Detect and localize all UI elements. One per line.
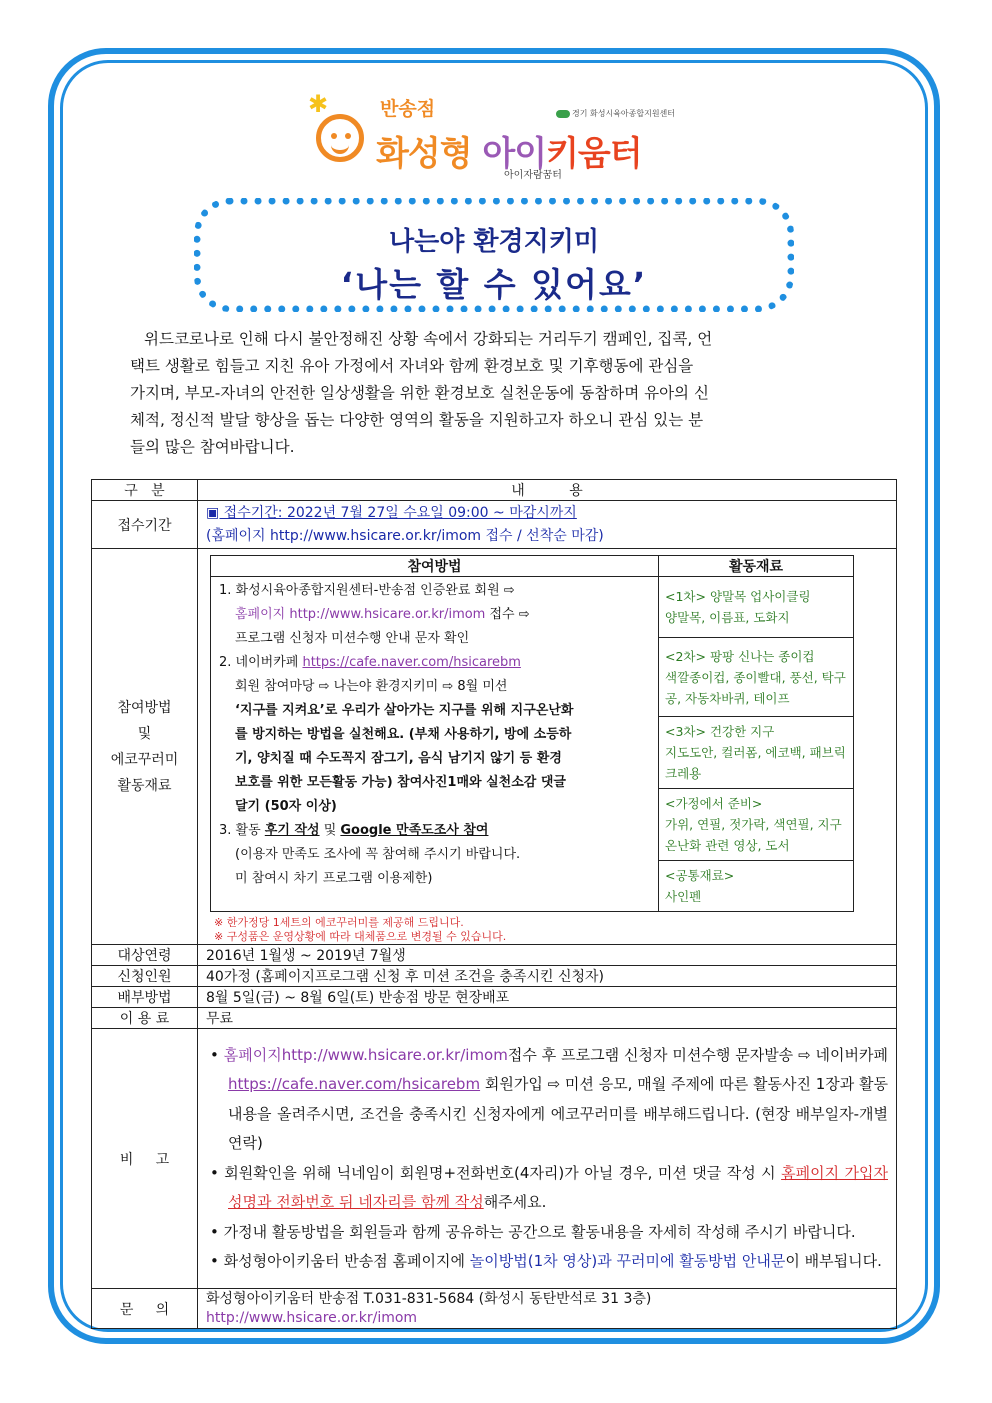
star-icon: ✱ [308,90,329,118]
logo-branch-name: 반송점 [380,98,436,120]
intro-paragraph: 위드코로나로 인해 다시 불안정해진 상황 속에서 강화되는 거리두기 캠페인, 집콕, 언 택트 생활로 힘들고 지친 유아 가정에서 자녀와 함께 환경보호 및 기후행동에 관심을 가지며, 부모-자녀의 안전한 일상생활을 위한 환경보호 실천운동에 동참하며 유아의 신 체적, 정신적 발달 향상을 돕는 다양한 영역의 활동을 지원하고자 하오니 관심 있는 분 들의 많은 참여바랍니다. [130,330,713,456]
note-2: ※ 구성품은 운영상황에 따라 대체품으로 변경될 수 있습니다. [214,930,507,943]
reception-value: ▣ 접수기간: 2022년 7월 27일 수요일 09:00 ~ 마감시까지 (홈페이지 http://www.hsicare.or.kr/imom 접수 / 선착순 마감) [198,501,897,549]
inner-header-material: 활동재료 [659,556,854,577]
row-people: 신청인원 40가정 (홈페이지프로그램 신청 후 미션 조건을 충족시킨 신청자) [92,966,897,987]
material-2: <2차> 팡팡 신나는 종이컵 색깔종이컵, 종이빨대, 풍선, 탁구공, 자동차바퀴, 테이프 [659,638,854,717]
contact-link[interactable]: http://www.hsicare.or.kr/imom [206,1309,418,1326]
row-age: 대상연령 2016년 1월생 ~ 2019년 7월생 [92,945,897,966]
title-box [194,198,794,312]
logo-brand-name: 화성형 아이키움터 [376,134,642,174]
logo-organization: 경기 화성시육아종합지원센터 [556,108,675,119]
remark-4: • 화성형아이키움터 반송점 홈페이지에 놀이방법(1차 영상)과 꾸러미에 활동방법 안내문이 배부됩니다. [210,1252,882,1270]
logo-tagline: 아이자람꿈터 [504,170,562,181]
smiley-face-icon [316,114,364,162]
contact-info: 화성형아이키움터 반송점 T.031-831-5684 (화성시 동탄반석로 31 3층) [206,1290,652,1307]
row-method [92,549,897,945]
remark-2: • 회원확인을 위해 닉네임이 회원명+전화번호(4자리)가 아닐 경우, 미션 댓글 작성 시 홈페이지 가입자 성명과 전화번호 뒤 네자리를 함께 작성해주세요. [210,1163,888,1211]
info-table [91,479,897,1329]
title-line-2: ‘나는 할 수 있어요’ [340,265,648,304]
row-remarks: 비 고 • 홈페이지http://www.hsicare.or.kr/imom접수 후 프로그램 신청자 미션수행 문자발송 ⇨ 네이버카페https://cafe.naver.com/hsicarebm 회원가입 ⇨ 미션 응모, 매월 주제에 따른 활동사진 1장과 활동내용을 올려주시면, 조건을 충족시킨 신청자에게 에코꾸러미를 배부해드립니다. (현장 배부일자-개별연락) • 회원확인을 위해 닉네임이 회원명+전화번호(4자리)가 아닐 경우, 미션 댓글 작성 시 홈페이지 가입자 성명과 전화번호 뒤 네자리를 함께 작성해주세요. • 가정내 활동방법을 회원들과 함께 공유하는 공간으로 활동내용을 자세히 작성해 주시기 바랍니다. • 화성형아이키움터 반송점 홈페이지에 놀이방법(1차 영상)과 꾸러미에 활동방법 안내문이 배부됩니다. [92,1029,897,1289]
method-inner-table [210,555,854,912]
header-category: 구 분 [92,480,198,501]
material-3: <3차> 건강한 지구 지도도안, 컬러폼, 에코백, 패브릭크레용 [659,717,854,789]
remark-3: • 가정내 활동방법을 회원들과 함께 공유하는 공간으로 활동내용을 자세히 작성해 주시기 바랍니다. [210,1222,856,1241]
naver-cafe-link[interactable]: https://cafe.naver.com/hsicarebm [302,655,521,670]
logo [308,92,688,184]
method-steps: 1. 화성시육아종합지원센터-반송점 인증완료 회원 ⇨ 홈페이지 http://www.hsicare.or.kr/imom 접수 ⇨ 프로그램 신청자 미션수행 안내 문자 확인 2. 네이버카페 https://cafe.naver.com/hsicarebm 회원 참여마당 ⇨ 나는야 환경지키미 ⇨ 8월 미션 ‘지구를 지켜요’로 우리가 살아가는 지구를 위해 지구온난화 를 방지하는 방법을 실천해요. (부채 사용하기, 방에 소등하 기, 양치질 때 수도꼭지 잠그기, 음식 남기지 않기 등 환경 보호를 위한 모든활동 가능) 참여사진1매와 실천소감 댓글 달기 (50자 이상) 3. 활동 후기 작성 및 Google 만족도조사 참여 (이용자 만족도 조사에 꼭 참여해 주시기 바랍니다. 미 참여시 차기 프로그램 이용제한) [211,577,659,912]
method-label: 참여방법 및 에코꾸러미 활동재료 [92,549,198,945]
reception-label: 접수기간 [92,501,198,549]
remark-1: • 홈페이지http://www.hsicare.or.kr/imom접수 후 프로그램 신청자 미션수행 문자발송 ⇨ 네이버카페https://cafe.naver.com/hsicarebm 회원가입 ⇨ 미션 응모, 매월 주제에 따른 활동사진 1장과 활동내용을 올려주시면, 조건을 충족시킨 신청자에게 에코꾸러미를 배부해드립니다. (현장 배부일자-개별연락) [210,1045,888,1152]
material-5: <공통재료> 사인펜 [659,861,854,912]
row-distribution: 배부방법 8월 5일(금) ~ 8월 6일(토) 반송점 방문 현장배포 [92,987,897,1008]
table-header-row [92,480,897,501]
title-line-1: 나는야 환경지키미 [389,227,599,257]
material-1: <1차> 양말목 업사이클링 양말목, 이름표, 도화지 [659,577,854,638]
method-content [198,549,897,945]
header-content: 내 용 [198,480,897,501]
row-fee: 이 용 료 무료 [92,1008,897,1029]
inner-header-method: 참여방법 [211,556,659,577]
note-1: ※ 한가정당 1세트의 에코꾸러미를 제공해 드립니다. [214,916,464,929]
material-4: <가정에서 준비> 가위, 연필, 젓가락, 색연필, 지구온난화 관련 영상, 도서 [659,789,854,861]
remarks-list [198,1029,897,1289]
row-contact: 문 의 화성형아이키움터 반송점 T.031-831-5684 (화성시 동탄반석로 31 3층) http://www.hsicare.or.kr/imom [92,1289,897,1329]
row-reception [92,501,897,549]
